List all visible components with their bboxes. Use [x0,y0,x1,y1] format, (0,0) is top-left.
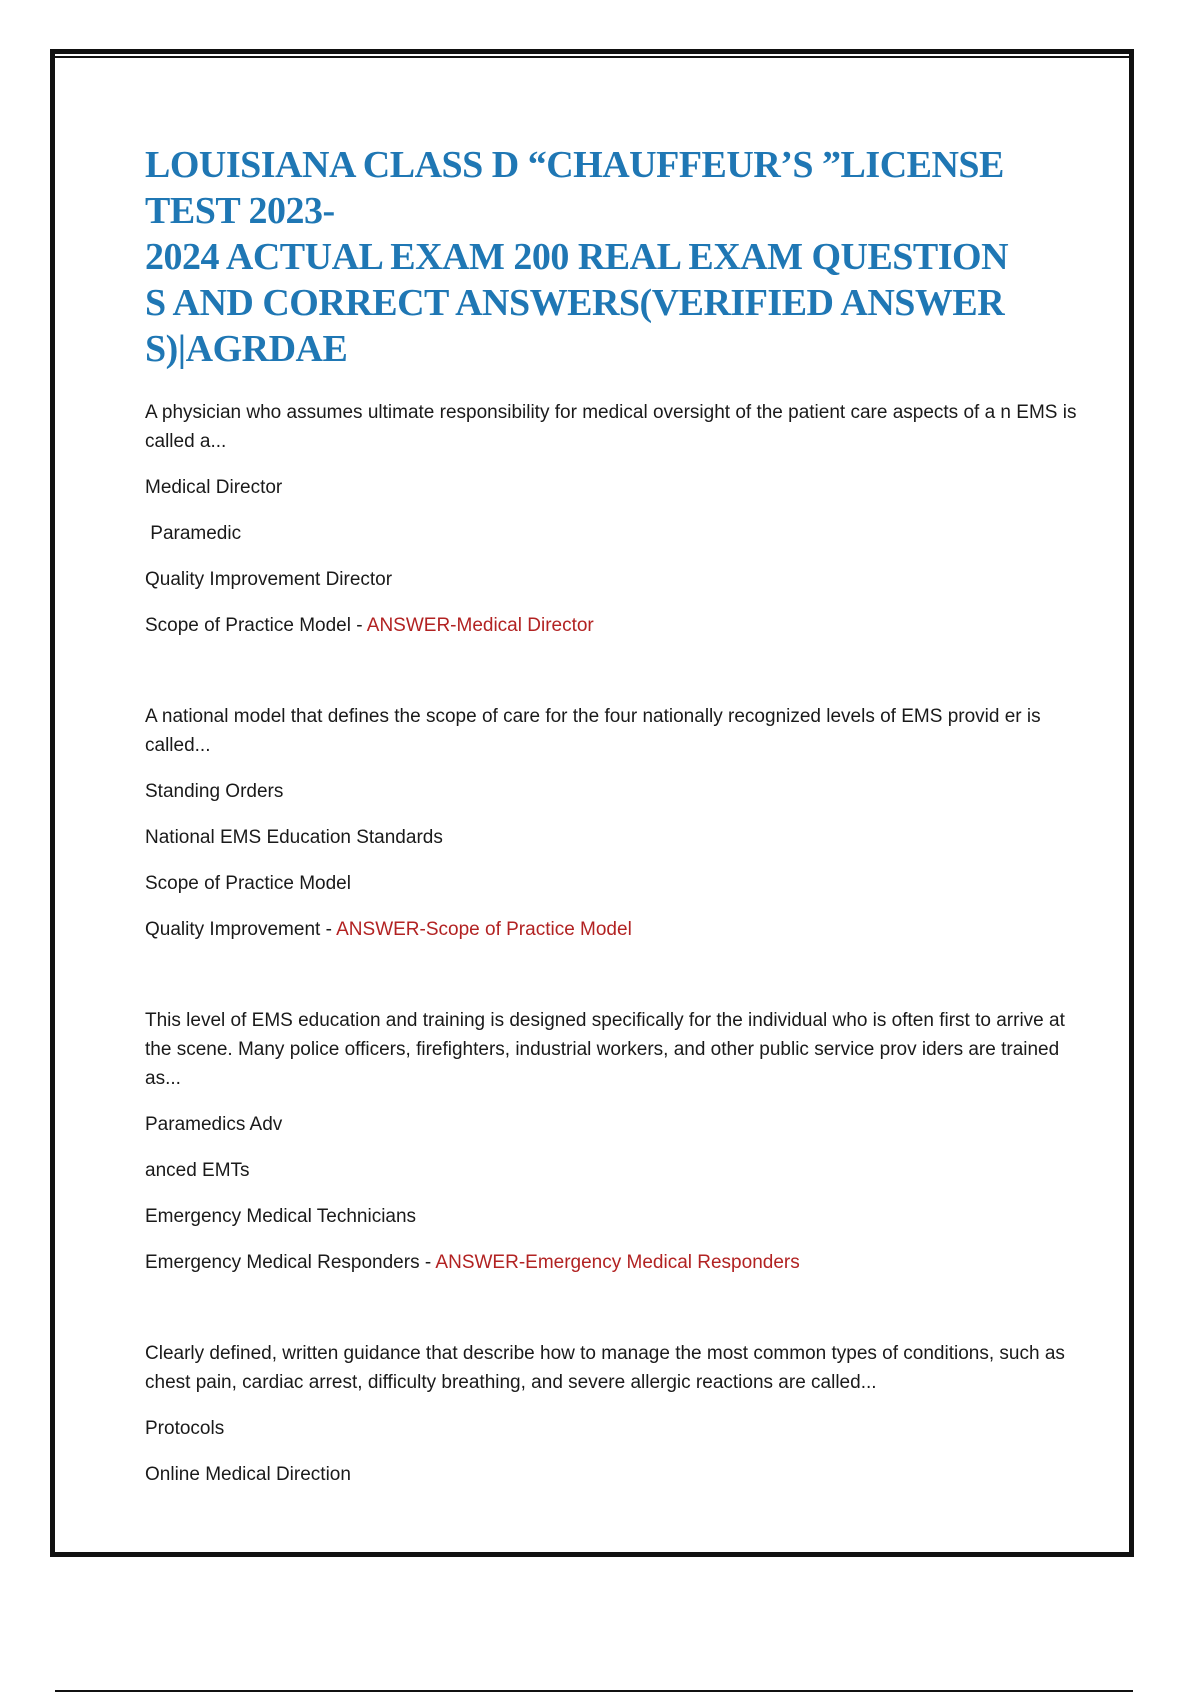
correct-answer: ANSWER-Emergency Medical Responders [435,1252,800,1273]
top-rule [55,56,1133,58]
correct-answer: ANSWER-Scope of Practice Model [336,919,632,940]
title-line: 2024 ACTUAL EXAM 200 REAL EXAM QUESTION [145,236,1009,278]
answer-option-last [145,611,1090,640]
correct-answer: ANSWER-Medical Director [366,615,594,636]
answer-option: Standing Orders [145,781,284,802]
question-block-3 [145,1006,1090,1277]
title-line: S AND CORRECT ANSWERS(VERIFIED ANSWER [145,282,1005,324]
title-line: TEST 2023- [145,190,335,232]
answer-option: Quality Improvement Director [145,569,393,590]
question-block-2 [145,702,1090,944]
option-text: Quality Improvement - [145,919,337,940]
answer-option: Emergency Medical Technicians [145,1206,417,1227]
answer-option: Paramedics Adv [145,1114,283,1135]
bottom-rule [55,1690,1133,1692]
option-text: Scope of Practice Model - [145,615,367,636]
answer-option: anced EMTs [145,1160,250,1181]
title-line: S)|AGRDAE [145,328,348,370]
answer-option: Online Medical Direction [145,1464,351,1485]
question-text: This level of EMS education and training is designed specifically for the individual who is often first to arrive at the scene. Many police officers, firefighters, industrial workers, and other public service prov iders are trained as... [145,1010,1065,1089]
title-line: LOUISIANA CLASS D “CHAUFFEUR’S ”LICENSE [145,144,1004,186]
document-title [145,142,1090,372]
option-text: Emergency Medical Responders - [145,1252,436,1273]
question-text: A physician who assumes ultimate responsibility for medical oversight of the patient care aspects of a n EMS is called a... [145,402,1077,452]
answer-option: Scope of Practice Model [145,873,351,894]
answer-option: Paramedic [145,523,242,544]
answer-option: Medical Director [145,477,283,498]
question-block-1 [145,398,1090,640]
answer-option-last [145,1248,1090,1277]
answer-option: National EMS Education Standards [145,827,443,848]
answer-option-last [145,915,1090,944]
question-text: A national model that defines the scope of care for the four nationally recognized levels of EMS provid er is called... [145,706,1041,756]
question-text: Clearly defined, written guidance that describe how to manage the most common types of conditions, such as chest pain, cardiac arrest, difficulty breathing, and severe allergic reactions are called... [145,1343,1065,1393]
answer-option: Protocols [145,1418,225,1439]
document-content [145,142,1090,1489]
question-block-4 [145,1339,1090,1489]
